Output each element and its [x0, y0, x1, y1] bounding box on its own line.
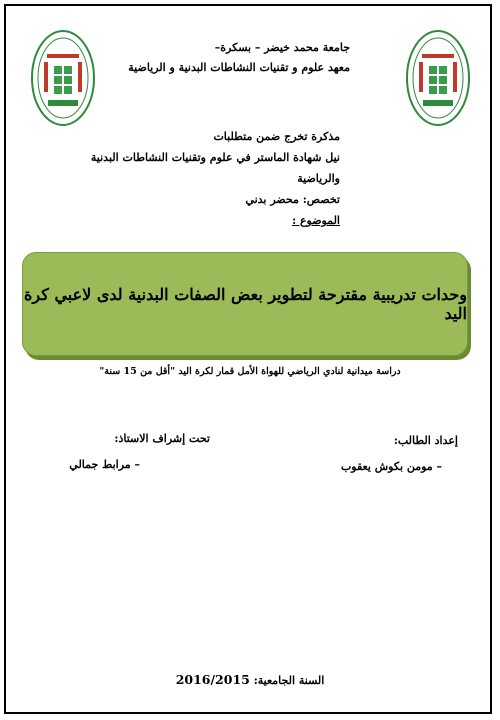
memo-line-1: مذكرة تخرج ضمن متطلبات: [213, 130, 340, 143]
study-description: دراسة ميدانية لنادي الرياضي للهواة الأمل قمار لكرة اليد "أقل من 15 سنة": [99, 366, 401, 377]
memo-line-2: نيل شهادة الماستر في علوم وتقنيات النشاطات البدنية والرياضية: [90, 151, 340, 185]
supervisor-name: – مرابط جمالي: [69, 458, 140, 471]
thesis-title-box: [22, 252, 468, 356]
memo-block: [80, 126, 340, 231]
institute-name: معهد علوم و تقنيات النشاطات البدنية و الرياضية: [128, 61, 350, 74]
university-seal-icon: [405, 28, 471, 128]
institution-header: [90, 38, 350, 78]
thesis-title: وحدات تدريبية مقترحة لتطوير بعض الصفات البدنية لدى لاعبي كرة اليد: [24, 285, 467, 323]
academic-year: [160, 672, 340, 687]
student-name: – مومن بكوش يعقوب: [340, 460, 442, 473]
specialty-line: تخصص: محضر بدني: [245, 193, 340, 206]
academic-year-label: السنة الجامعية:: [253, 674, 325, 687]
subject-label: الموضوع :: [292, 214, 340, 227]
university-seal-icon: [30, 28, 96, 128]
student-label: إعداد الطالب:: [393, 434, 458, 447]
supervisor-label: تحت إشراف الاستاذ:: [114, 432, 210, 445]
academic-year-value: 2016/2015: [175, 672, 250, 687]
university-name: جامعة محمد خيضر – بسكرة–: [214, 41, 350, 54]
